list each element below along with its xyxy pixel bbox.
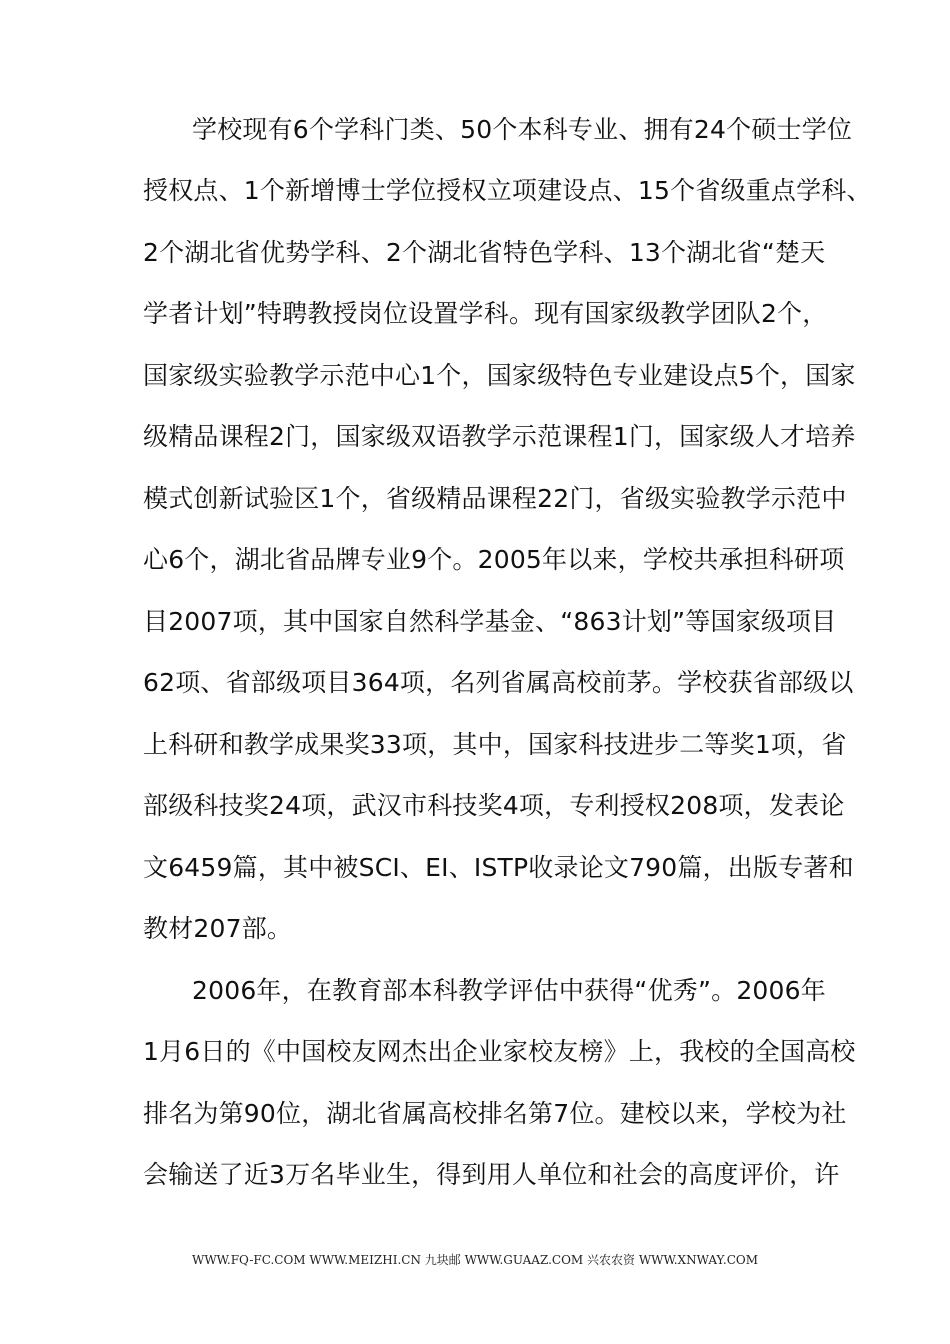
paragraph-1-line-6: 级精品课程2门，国家级双语教学示范课程1门，国家级人才培养 xyxy=(143,422,856,451)
paragraph-1-line-10: 62项、省部级项目364项，名列省属高校前茅。学校获省部级以 xyxy=(143,668,854,697)
paragraph-2-line-1: 2006年，在教育部本科教学评估中获得“优秀”。2006年 xyxy=(192,976,826,1005)
paragraph-1-line-5: 国家级实验教学示范中心1个，国家级特色专业建设点5个，国家 xyxy=(143,361,856,390)
page-footer: WWW.FQ-FC.COM WWW.MEIZHI.CN 九块邮 WWW.GUAAZ.COM 兴农农资 WWW.XNWAY.COM xyxy=(192,1253,758,1267)
paragraph-1-line-9: 目2007项，其中国家自然科学基金、“863计划”等国家级项目 xyxy=(143,607,837,636)
paragraph-2-line-2: 1月6日的《中国校友网杰出企业家校友榜》上，我校的全国高校 xyxy=(143,1037,856,1066)
paragraph-2-line-4: 会输送了近3万名毕业生，得到用人单位和社会的高度评价，许 xyxy=(143,1160,840,1189)
paragraph-1-line-2: 授权点、1个新增博士学位授权立项建设点、15个省级重点学科、 xyxy=(143,176,872,205)
paragraph-1-line-11: 上科研和教学成果奖33项，其中，国家科技进步二等奖1项，省 xyxy=(143,730,847,759)
paragraph-1-line-14: 教材207部。 xyxy=(143,914,293,943)
paragraph-1-line-13: 文6459篇，其中被SCI、EI、ISTP收录论文790篇，出版专著和 xyxy=(143,853,854,882)
paragraph-1-line-1: 学校现有6个学科门类、50个本科专业、拥有24个硕士学位 xyxy=(192,115,853,144)
paragraph-1-line-4: 学者计划”特聘教授岗位设置学科。现有国家级教学团队2个， xyxy=(143,299,828,328)
paragraph-1-line-12: 部级科技奖24项，武汉市科技奖4项，专利授权208项，发表论 xyxy=(143,791,845,820)
paragraph-1-line-7: 模式创新试验区1个，省级精品课程22门，省级实验教学示范中 xyxy=(143,484,847,513)
paragraph-2-line-3: 排名为第90位，湖北省属高校排名第7位。建校以来，学校为社 xyxy=(143,1099,847,1128)
paragraph-1-line-3: 2个湖北省优势学科、2个湖北省特色学科、13个湖北省“楚天 xyxy=(143,238,826,267)
paragraph-1-line-8: 心6个，湖北省品牌专业9个。2005年以来，学校共承担科研项 xyxy=(143,545,845,574)
